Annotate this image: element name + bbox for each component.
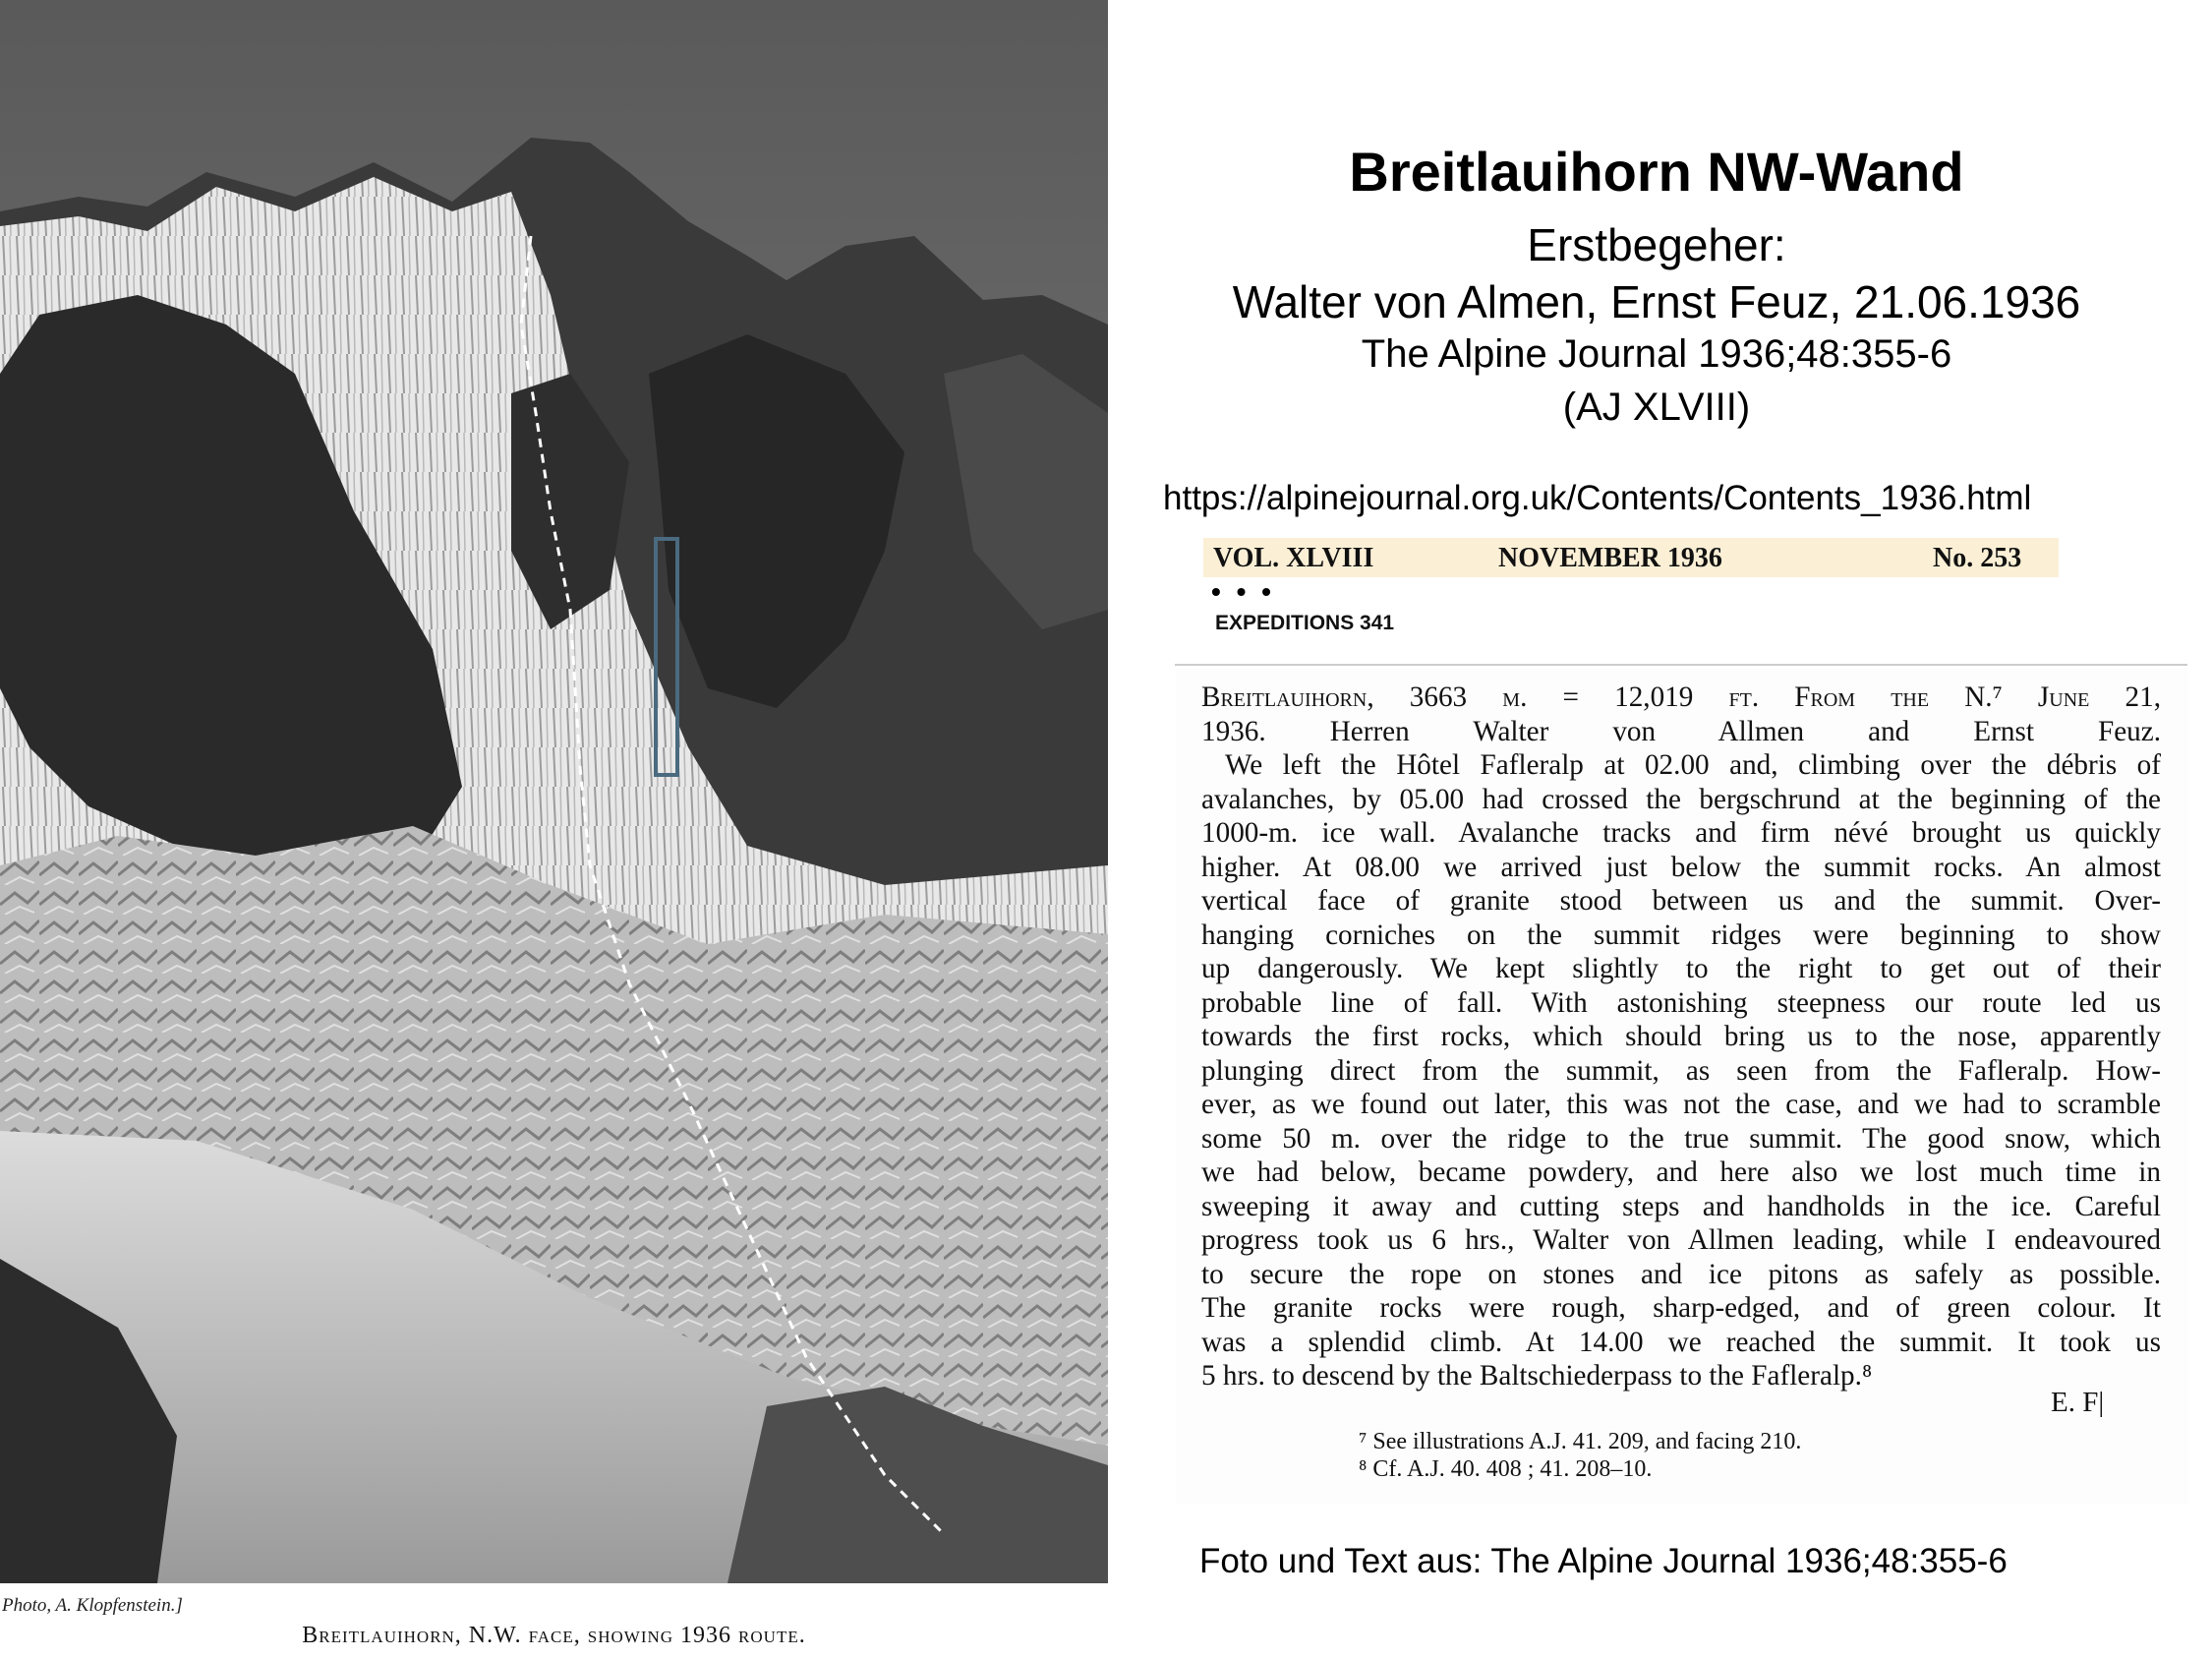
journal-reference: The Alpine Journal 1936;48:355-6 [1361,332,1952,376]
first-ascent-label: Erstbegeher: [1527,219,1786,270]
footnote-8: ⁸ Cf. A.J. 40. 408 ; 41. 208–10. [1359,1456,1653,1482]
article-line: 5 hrs. to descend by the Baltschiederpass to the Fafleralp.⁸ [1201,1360,1873,1392]
article-line: some 50 m. over the ridge to the true summit. The good snow, which [1201,1122,2161,1155]
article-line: ever, as we found out later, this was not the case, and we had to scramble [1201,1089,2161,1120]
footnote-7: ⁷ See illustrations A.J. 41. 209, and facing 210. [1359,1429,1802,1454]
mountain-photo [0,0,1108,1583]
photo-caption: Breitlauihorn, N.W. face, showing 1936 route. [302,1623,806,1648]
article-line: higher. At 08.00 we arrived just below the summit rocks. An almost [1201,851,2161,883]
article-line: The granite rocks were rough, sharp-edged, and of green colour. It [1201,1292,2161,1324]
article-line: vertical face of granite stood between us and the summit. Over- [1201,885,2161,917]
article-line: towards the first rocks, which should bring us to the nose, apparently [1201,1021,2161,1052]
article-line: hanging corniches on the summit ridges were beginning to show [1201,918,2161,951]
article-line: up dangerously. We kept slightly to the right to get out of their [1201,953,2161,984]
article-line: to secure the rope on stones and ice pitons as safely as possible. [1201,1258,2161,1290]
first-ascent-names: Walter von Almen, Ernst Feuz, 21.06.1936 [1232,276,2081,327]
ellipsis-dots: • • • [1211,576,1275,607]
journal-month: NOVEMBER 1936 [1498,543,1722,573]
source-note: Foto und Text aus: The Alpine Journal 1936;48:355-6 [1199,1542,2008,1580]
section-label: EXPEDITIONS 341 [1215,612,1395,634]
article-line: 1936. Herren Walter von Allmen and Ernst Feuz. [1201,715,2161,747]
article-line: Breitlauihorn, 3663 m. = 12,019 ft. From the N.⁷ June 21, [1201,681,2161,713]
article-line: probable line of fall. With astonishing steepness our route led us [1201,986,2161,1019]
article-line: was a splendid climb. At 14.00 we reached the summit. It took us [1201,1326,2161,1358]
journal-number: No. 253 [1933,543,2022,573]
divider [1175,664,2187,666]
journal-volume: VOL. XLVIII [1213,543,1374,573]
journal-header-bar [1203,538,2059,577]
source-url[interactable]: https://alpinejournal.org.uk/Contents/Contents_1936.html [1163,479,2032,517]
article-line: 1000-m. ice wall. Avalanche tracks and firm névé brought us quickly [1201,817,2161,849]
page-title: Breitlauihorn NW-Wand [1349,141,1964,203]
article-line: We left the Hôtel Fafleralp at 02.00 and, climbing over the débris of [1225,749,2161,781]
photo-credit: Photo, A. Klopfenstein.] [2,1595,183,1616]
article-line: progress took us 6 hrs., Walter von Allmen leading, while I endeavoured [1201,1224,2161,1256]
article-text [1201,681,2161,1393]
article-line: we had below, became powdery, and here also we lost much time in [1201,1156,2161,1188]
article-line: sweeping it away and cutting steps and handholds in the ice. Careful [1201,1190,2161,1222]
article-scan [1176,669,2188,1505]
article-line: plunging direct from the summit, as seen from the Fafleralp. How- [1201,1054,2161,1087]
journal-volume-roman: (AJ XLVIII) [1562,385,1751,429]
article-line: avalanches, by 05.00 had crossed the bergschrund at the beginning of the [1201,783,2161,815]
author-signature: E. F| [2051,1387,2105,1418]
